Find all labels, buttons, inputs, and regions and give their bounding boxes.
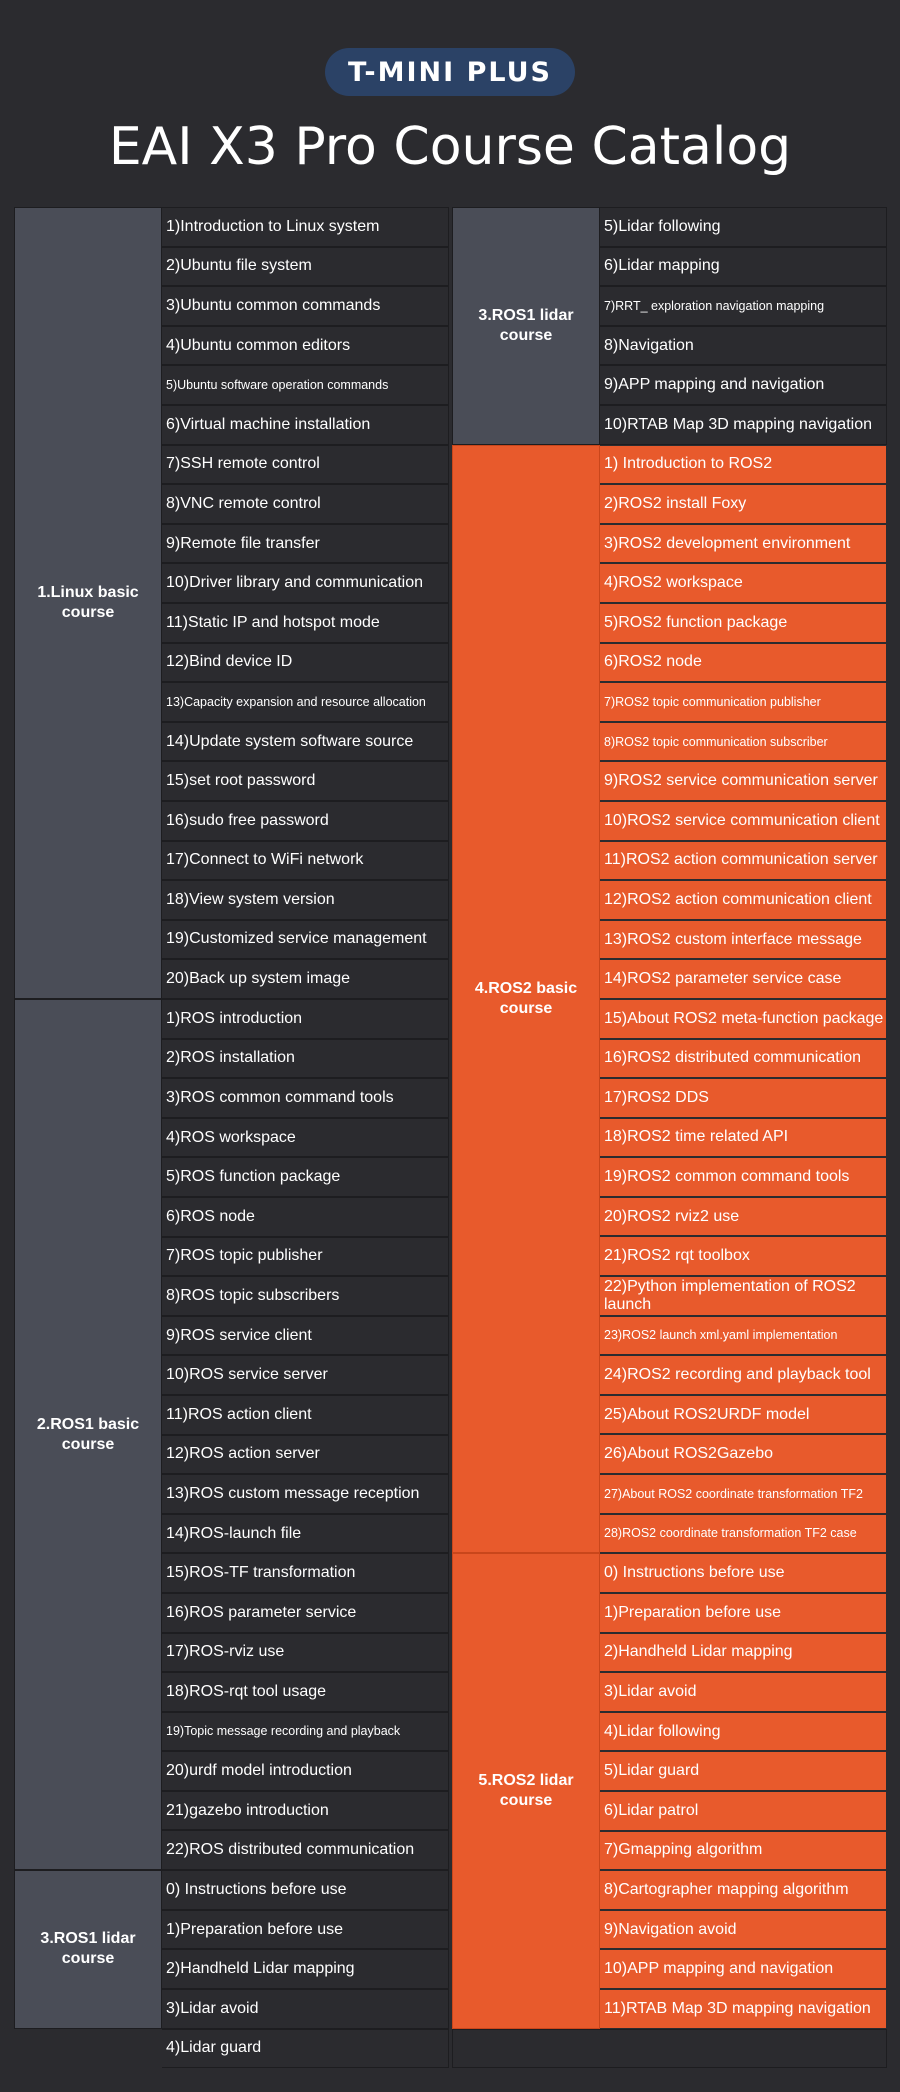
lesson-item: 14)ROS2 parameter service case bbox=[600, 959, 887, 999]
lesson-item: 13)ROS custom message reception bbox=[162, 1474, 449, 1514]
lesson-item: 6)Lidar mapping bbox=[600, 247, 887, 287]
group-linux-basic bbox=[14, 207, 449, 999]
lesson-item: 8)ROS topic subscribers bbox=[162, 1276, 449, 1316]
lesson-list bbox=[162, 207, 449, 999]
lesson-item: 4)Ubuntu common editors bbox=[162, 326, 449, 366]
empty-cell bbox=[452, 2029, 887, 2069]
lesson-item: 6)Lidar patrol bbox=[600, 1791, 887, 1831]
lesson-item: 23)ROS2 launch xml.yaml implementation bbox=[600, 1316, 887, 1356]
lesson-item: 12)ROS2 action communication client bbox=[600, 880, 887, 920]
group-ros1-lidar-continued bbox=[452, 207, 887, 445]
lesson-item: 5)Ubuntu software operation commands bbox=[162, 365, 449, 405]
lesson-item: 14)ROS-launch file bbox=[162, 1514, 449, 1554]
lesson-item: 21)ROS2 rqt toolbox bbox=[600, 1236, 887, 1276]
lesson-item: 11)ROS action client bbox=[162, 1395, 449, 1435]
lesson-item: 16)sudo free password bbox=[162, 801, 449, 841]
lesson-item: 6)ROS node bbox=[162, 1197, 449, 1237]
lesson-item: 1)Preparation before use bbox=[162, 1910, 449, 1950]
lesson-item: 19)Topic message recording and playback bbox=[162, 1712, 449, 1752]
lesson-item: 26)About ROS2Gazebo bbox=[600, 1434, 887, 1474]
lesson-item: 10)ROS2 service communication client bbox=[600, 801, 887, 841]
lesson-item: 10)RTAB Map 3D mapping navigation bbox=[600, 405, 887, 445]
lesson-item: 18)ROS2 time related API bbox=[600, 1118, 887, 1158]
lesson-list bbox=[600, 207, 887, 445]
lesson-item: 10)Driver library and communication bbox=[162, 563, 449, 603]
group-ros2-basic bbox=[452, 445, 887, 1554]
lesson-item: 4)Lidar guard bbox=[162, 2029, 449, 2069]
lesson-item: 1)Preparation before use bbox=[600, 1593, 887, 1633]
lesson-item: 16)ROS parameter service bbox=[162, 1593, 449, 1633]
lesson-item: 3)ROS2 development environment bbox=[600, 524, 887, 564]
lesson-item: 9)Remote file transfer bbox=[162, 524, 449, 564]
lesson-item: 11)RTAB Map 3D mapping navigation bbox=[600, 1989, 887, 2029]
left-column bbox=[14, 207, 449, 2057]
group-label: 3.ROS1 lidar course bbox=[14, 1870, 162, 2028]
lesson-item: 17)ROS-rviz use bbox=[162, 1633, 449, 1673]
group-label: 2.ROS1 basic course bbox=[14, 999, 162, 1870]
lesson-item: 20)Back up system image bbox=[162, 959, 449, 999]
course-catalog-table bbox=[14, 207, 887, 2057]
lesson-item: 8)Navigation bbox=[600, 326, 887, 366]
lesson-item: 9)ROS2 service communication server bbox=[600, 761, 887, 801]
lesson-item: 15)set root password bbox=[162, 761, 449, 801]
lesson-item: 8)Cartographer mapping algorithm bbox=[600, 1870, 887, 1910]
lesson-item: 18)View system version bbox=[162, 880, 449, 920]
group-label: 5.ROS2 lidar course bbox=[452, 1553, 600, 2028]
lesson-item: 11)ROS2 action communication server bbox=[600, 841, 887, 881]
lesson-item: 1)ROS introduction bbox=[162, 999, 449, 1039]
lesson-item: 14)Update system software source bbox=[162, 722, 449, 762]
lesson-item: 9)Navigation avoid bbox=[600, 1910, 887, 1950]
lesson-list bbox=[600, 445, 887, 1554]
lesson-list bbox=[162, 999, 449, 1870]
lesson-item: 6)Virtual machine installation bbox=[162, 405, 449, 445]
lesson-item: 4)ROS workspace bbox=[162, 1118, 449, 1158]
lesson-item: 9)APP mapping and navigation bbox=[600, 365, 887, 405]
lesson-item: 17)Connect to WiFi network bbox=[162, 841, 449, 881]
lesson-item: 19)Customized service management bbox=[162, 920, 449, 960]
lesson-item: 1) Introduction to ROS2 bbox=[600, 445, 887, 485]
lesson-item: 4)Lidar following bbox=[600, 1712, 887, 1752]
lesson-item: 3)Lidar avoid bbox=[600, 1672, 887, 1712]
lesson-item: 15)About ROS2 meta-function package bbox=[600, 999, 887, 1039]
group-label: 4.ROS2 basic course bbox=[452, 445, 600, 1554]
page-title: EAI X3 Pro Course Catalog bbox=[108, 117, 792, 177]
lesson-item: 7)ROS2 topic communication publisher bbox=[600, 682, 887, 722]
product-badge: T-MINI PLUS bbox=[325, 48, 575, 96]
lesson-item: 7)ROS topic publisher bbox=[162, 1237, 449, 1277]
group-ros1-basic bbox=[14, 999, 449, 1870]
lesson-item: 0) Instructions before use bbox=[600, 1553, 887, 1593]
lesson-item: 27)About ROS2 coordinate transformation TF2 bbox=[600, 1474, 887, 1514]
lesson-item: 12)ROS action server bbox=[162, 1435, 449, 1475]
lesson-item: 5)ROS function package bbox=[162, 1157, 449, 1197]
lesson-list bbox=[600, 1553, 887, 2028]
lesson-item: 2)Handheld Lidar mapping bbox=[162, 1949, 449, 1989]
lesson-item: 16)ROS2 distributed communication bbox=[600, 1039, 887, 1079]
group-label: 3.ROS1 lidar course bbox=[452, 207, 600, 445]
lesson-item: 11)Static IP and hotspot mode bbox=[162, 603, 449, 643]
lesson-item: 19)ROS2 common command tools bbox=[600, 1157, 887, 1197]
lesson-item: 13)ROS2 custom interface message bbox=[600, 920, 887, 960]
lesson-list bbox=[162, 1870, 449, 2068]
lesson-item: 24)ROS2 recording and playback tool bbox=[600, 1355, 887, 1395]
lesson-item: 5)Lidar guard bbox=[600, 1751, 887, 1791]
lesson-item: 8)ROS2 topic communication subscriber bbox=[600, 722, 887, 762]
lesson-item: 5)Lidar following bbox=[600, 207, 887, 247]
lesson-item: 13)Capacity expansion and resource allocation bbox=[162, 682, 449, 722]
lesson-item: 20)ROS2 rviz2 use bbox=[600, 1197, 887, 1237]
lesson-item: 7)Gmapping algorithm bbox=[600, 1831, 887, 1871]
lesson-item: 2)ROS installation bbox=[162, 1039, 449, 1079]
lesson-item: 7)RRT_ exploration navigation mapping bbox=[600, 286, 887, 326]
lesson-item: 3)Lidar avoid bbox=[162, 1989, 449, 2029]
lesson-item: 6)ROS2 node bbox=[600, 643, 887, 683]
lesson-item: 10)ROS service server bbox=[162, 1355, 449, 1395]
lesson-item: 22)ROS distributed communication bbox=[162, 1830, 449, 1870]
lesson-item: 5)ROS2 function package bbox=[600, 603, 887, 643]
group-label: 1.Linux basic course bbox=[14, 207, 162, 999]
lesson-item: 2)Handheld Lidar mapping bbox=[600, 1633, 887, 1673]
lesson-item: 22)Python implementation of ROS2 launch bbox=[600, 1276, 887, 1316]
lesson-item: 2)ROS2 install Foxy bbox=[600, 484, 887, 524]
lesson-item: 0) Instructions before use bbox=[162, 1870, 449, 1910]
group-ros1-lidar bbox=[14, 1870, 449, 2068]
lesson-item: 28)ROS2 coordinate transformation TF2 case bbox=[600, 1514, 887, 1554]
lesson-item: 20)urdf model introduction bbox=[162, 1751, 449, 1791]
lesson-item: 25)About ROS2URDF model bbox=[600, 1395, 887, 1435]
lesson-item: 7)SSH remote control bbox=[162, 445, 449, 485]
lesson-item: 9)ROS service client bbox=[162, 1316, 449, 1356]
group-ros2-lidar bbox=[452, 1553, 887, 2028]
lesson-item: 3)Ubuntu common commands bbox=[162, 286, 449, 326]
lesson-item: 10)APP mapping and navigation bbox=[600, 1949, 887, 1989]
lesson-item: 3)ROS common command tools bbox=[162, 1078, 449, 1118]
lesson-item: 21)gazebo introduction bbox=[162, 1791, 449, 1831]
lesson-item: 15)ROS-TF transformation bbox=[162, 1553, 449, 1593]
lesson-item: 4)ROS2 workspace bbox=[600, 563, 887, 603]
lesson-item: 18)ROS-rqt tool usage bbox=[162, 1672, 449, 1712]
lesson-item: 8)VNC remote control bbox=[162, 484, 449, 524]
lesson-item: 17)ROS2 DDS bbox=[600, 1078, 887, 1118]
lesson-item: 12)Bind device ID bbox=[162, 643, 449, 683]
right-column bbox=[452, 207, 887, 2031]
lesson-item: 1)Introduction to Linux system bbox=[162, 207, 449, 247]
lesson-item: 2)Ubuntu file system bbox=[162, 247, 449, 287]
